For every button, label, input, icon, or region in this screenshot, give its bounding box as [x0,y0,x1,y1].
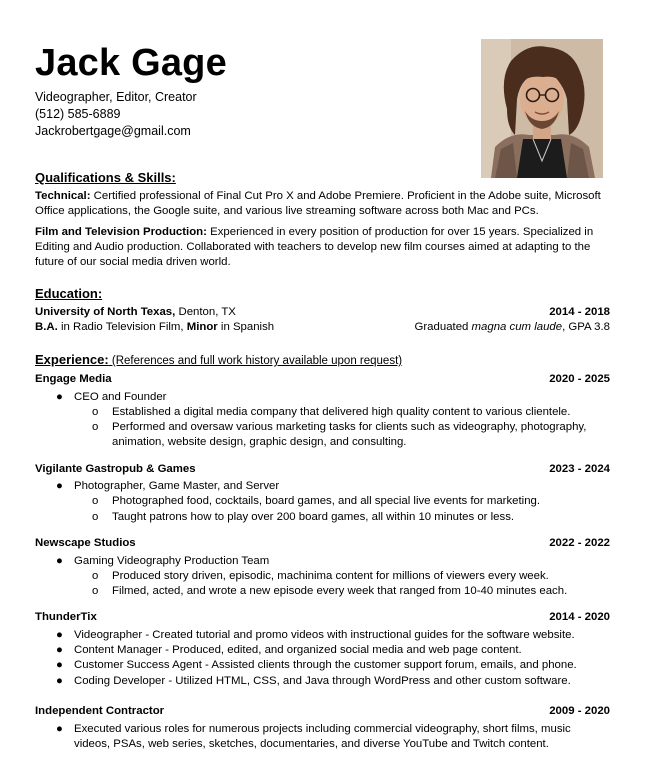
duty-text: Taught patrons how to play over 200 board games, all within 10 minutes or less. [112,511,515,523]
portrait-photo [481,39,603,178]
technical-skills [35,189,615,219]
film-skills [35,225,615,270]
job-header [35,704,610,719]
film-label: Film and Television Production: [35,226,207,238]
job-header [35,536,610,551]
company-name: Newscape Studios [35,537,136,549]
experience-heading: Experience: [35,352,109,367]
company-name: ThunderTix [35,611,97,623]
sub-bullet-icon: o [92,421,99,433]
bullet-icon: ● [56,629,63,641]
role-text: Gaming Videography Production Team [74,555,270,567]
role-text: Content Manager - Produced, edited, and organized social media and web page content. [74,644,522,656]
job-years: 2014 - 2020 [549,611,610,623]
sub-bullet-icon: o [92,511,99,523]
duty-text: Established a digital media company that delivered high quality content to various clientele. [112,406,571,418]
minor-label: Minor [186,321,218,333]
role-text: CEO and Founder [74,391,167,403]
portrait-illustration [481,39,603,178]
experience-heading-row [35,351,402,370]
experience-note: (References and full work history available upon request) [108,355,403,367]
degree-abbr: B.A. [35,321,58,333]
bullet-icon: ● [56,644,63,656]
education-years: 2014 - 2018 [549,306,610,318]
job-years: 2020 - 2025 [549,373,610,385]
sub-bullet-icon: o [92,585,99,597]
sub-bullet-icon: o [92,406,99,418]
bullet-icon: ● [56,480,63,492]
qualifications-heading: Qualifications & Skills: [35,170,176,185]
company-name: Vigilante Gastropub & Games [35,463,196,475]
job-header [35,610,610,625]
honors-prefix: Graduated [414,321,472,333]
email-address: Jackrobertgage@gmail.com [35,124,191,138]
company-name: Independent Contractor [35,705,165,717]
job-header [35,372,610,387]
company-name: Engage Media [35,373,112,385]
role-text: Coding Developer - Utilized HTML, CSS, and Java through WordPress and other custom software. [74,675,571,687]
sub-bullet-icon: o [92,570,99,582]
bullet-icon: ● [56,675,63,687]
technical-text: Certified professional of Final Cut Pro X and Adobe Premiere. Proficient in the Adobe suite, Microsoft Office applications, the Google suite, and various live streaming software across both Mac and PCs. [35,190,601,217]
bullet-icon: ● [56,555,63,567]
technical-label: Technical: [35,190,91,202]
film-text: Experienced in every position of production for over 15 years. Specialized in Editing and Audio production. Collaborated with teachers to develop new film courses aimed at adapting to the future of our social media driven world. [35,226,594,268]
bullet-icon: ● [56,659,63,671]
minor-text: in Spanish [217,321,275,333]
duty-text: Produced story driven, episodic, machinima content for millions of viewers every week. [112,570,549,582]
duty-text: Filmed, acted, and wrote a new episode every week that ranged from 10-40 minutes each. [112,585,568,597]
school-location: Denton, TX [175,306,236,318]
honors: magna cum laude [471,321,563,333]
role-text: Customer Success Agent - Assisted clients through the customer support forum, emails, and phone. [74,659,577,671]
candidate-name: Jack Gage [35,42,227,84]
duty-text: Photographed food, cocktails, board games, and all special live events for marketing. [112,495,541,507]
education-heading: Education: [35,286,103,301]
sub-bullet-icon: o [92,495,99,507]
role-text: Executed various roles for numerous projects including commercial videography, short films, music videos, PSAs, web series, sketches, documentaries, and diverse YouTube and Twitch content. [74,723,571,750]
phone-number: (512) 585-6889 [35,107,121,121]
job-years: 2023 - 2024 [549,463,610,475]
job-years: 2022 - 2022 [549,537,610,549]
bullet-icon: ● [56,723,63,735]
bullet-icon: ● [56,391,63,403]
education-degree-row [35,320,610,335]
duty-text: Performed and oversaw various marketing tasks for clients such as videography, photography, animation, website design, graphic design, and consulting. [112,421,587,448]
gpa: , GPA 3.8 [562,321,610,333]
degree-text: in Radio Television Film, [57,321,187,333]
school-name: University of North Texas, [35,306,176,318]
job-header [35,462,610,477]
job-years: 2009 - 2020 [549,705,610,717]
education-school-row [35,305,610,320]
candidate-title: Videographer, Editor, Creator [35,90,197,104]
role-text: Videographer - Created tutorial and promo videos with instructional guides for the software website. [74,629,575,641]
role-text: Photographer, Game Master, and Server [74,480,280,492]
